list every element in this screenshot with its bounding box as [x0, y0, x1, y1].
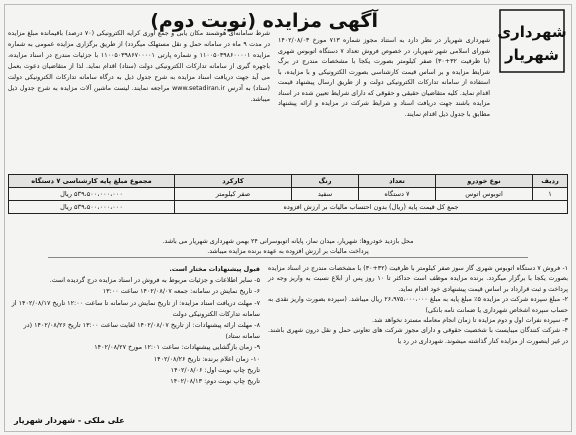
note-line: محل بازدید خودروها: شهریار، میدان نماز، پایانه اتوبوسرانی ۲۴ بهمن شهرداری شهریار می باشد. — [162, 238, 414, 245]
intro-left — [8, 28, 270, 105]
note-line: پرداخت مالیات بر ارزش افزوده به عهده برنده مزایده میباشد. — [207, 248, 369, 255]
intro-right-text: شهرداری شهریار در نظر دارد به استناد مجوز شماره ۷۱۳ مورخ ۱۴۰۲/۰۸/۰۳ شورای اسلامی شهر شهریار، در خصوص فروش تعداد ۷ دستگاه اتوبوس شهری (با ظرفیت ۳۲+۳۰) صفر کیلومتر بصورت یکجا با مشخصات مندرج در برگ شرایط مزایده و بر اساس قیمت کارشناسی بصورت الکترونیکی و با مزایده، با استفاده از سامانه تدارکات الکترونیکی دولت و از طریق ارسال پیشنهاد قیمت اقدام نماید. کلیه متقاضیان حقیقی و حقوقی که دارای شرایط تعیین شده در اسناد مزایده باشند جهت دریافت اسناد و شرایط شرکت در مزایده و ارائه پیشنهاد مطابق با جدول ذیل اقدام نمایند. — [278, 37, 490, 118]
visit-note — [48, 237, 528, 258]
header-base-price: مجموع مبلغ پایه کارشناسی ۷ دستگاه — [9, 175, 175, 188]
header-usage: کارکرد — [175, 175, 292, 188]
condition-item: ۹- زمان بازگشایی پیشنهادات: ساعت ۱۲:۰۱ مورخ ۱۴۰۲/۰۸/۲۷ — [94, 343, 260, 352]
cell-base-price: ۵۳۹،۵۰۰،۰۰۰،۰۰۰ ریال — [9, 188, 175, 201]
signature: علی ملکی - شهردار شهریار — [14, 416, 125, 425]
condition-item: ۷- مهلت دریافت اسناد مزایده: از تاریخ نمایش در سامانه تا ساعت ۱۲:۰۰ تاریخ ۱۴۰۲/۰۸/۱۷ از سامانه تدارکات الکترونیکی دولت — [11, 298, 260, 318]
sum-label: جمع کل قیمت پایه (ریال) بدون احتساب مالیات بر ارزش افزوده — [175, 201, 568, 214]
condition-item: ۱۰- زمان اعلام برنده: تاریخ ۱۴۰۲/۰۸/۲۶ — [153, 354, 260, 363]
header-count: تعداد — [359, 175, 436, 188]
conditions-left — [8, 264, 260, 387]
conditions-left-header: قبول پیشنهادات مختار است. — [169, 265, 260, 273]
condition-item: ۵- سایر اطلاعات و جزئیات مربوط به فروش در اسناد مزایده درج گردیده است. — [49, 276, 260, 285]
condition-item: ۶- تاریخ نمایش در سامانه: جمعه ۱۴۰۲/۰۸/۰۷ ساعت ۱۳:۰۰ — [102, 287, 260, 296]
page-title: آگهی مزایده (نوبت دوم) — [150, 10, 378, 32]
cell-usage: صفر کیلومتر — [175, 188, 292, 201]
table-header-row — [9, 175, 568, 188]
print-date-1: تاریخ چاپ نوبت اول: ۱۴۰۲/۰۸/۰۶ — [170, 365, 260, 374]
table-sum-row — [9, 201, 568, 214]
header-row-no: ردیف — [533, 175, 568, 188]
cell-row-no: ۱ — [533, 188, 568, 201]
header-vehicle-type: نوع خودرو — [436, 175, 533, 188]
condition-item: ۲- مبلغ سپرده شرکت در مزایده ۵٪ مبلغ پایه به مبلغ ۲۶،۹۷۵،۰۰۰،۰۰۰ ریال میباشد. (سپرده بصورت واریز نقدی به حساب سپرده اشخاص شهرداری یا ضمانت نامه بانکی) — [268, 296, 568, 314]
print-date-2: تاریخ چاپ نوبت دوم: ۱۴۰۲/۰۸/۱۳ — [170, 377, 260, 386]
condition-item: ۸- مهلت ارائه پیشنهادات: از تاریخ ۱۴۰۲/۰۸/۰۷ لغایت ساعت ۱۳:۰۰ تاریخ ۱۴۰۲/۰۸/۲۶ (در سامانه ستاد) — [23, 321, 260, 341]
svg-text:شهریار: شهریار — [505, 46, 559, 64]
sum-value: ۵۳۹،۵۰۰،۰۰۰،۰۰۰ ریال — [9, 201, 175, 214]
conditions-right — [268, 264, 568, 347]
intro-left-text: شرط سامانه‌ای هوشمند مکان یابی و جمع آوری کرایه الکترونیکی (۷۰ درصد) باقیمانده مبلغ مزایده در مدت ۹ ماه در سامانه حمل و نقل مستهلک میگردد) از طریق برگزاری مزایده عمومی به شماره مزایده ۱۱۰۰۵۰۳۹۸۶۰۰۰۰۱ و شماره پارتی ۱۱۰۰۵۰۳۹۸۶۷۰۰۰۰۱ با جزئیات مندرج در اسناد مزایده، باجهره گیری از سامانه تدارکات الکترونیکی دولت (ستاد) اقدام نماید. لذا از متقاضیان دعوت بعمل می آید جهت دریافت اسناد مزایده به شرح جدول ذیل به درگاه سامانه تدارکات الکترونیکی دولت (ستاد) به آدرس www.setadiran.ir مراجعه نمایند. لیست ماشین آلات مزایده به شرح جدول ذیل میباشد. — [8, 30, 270, 103]
condition-item: ۱- فروش ۷ دستگاه اتوبوس شهری گاز سوز صفر کیلومتر با ظرفیت (۳۲+۳۰) با مشخصات مندرج در اسناد مزایده بصورت یکجا با برگزار میگردد. برنده مزایده موظف است حداکثر تا ۱۰ روز پس از ابلاغ نسبت به واریز وجه در پرداخت و ثبت قرارداد بر اساس قیمت پیشنهادی خود اقدام نماید. — [268, 265, 568, 293]
svg-text:شهرداری: شهرداری — [497, 23, 567, 41]
cell-count: ۷ دستگاه — [359, 188, 436, 201]
condition-item: ۳- سپرده نفرات اول و دوم مزایده تا زمان انجام معامله مسترد نخواهد شد. — [371, 317, 568, 325]
header-color: رنگ — [292, 175, 359, 188]
condition-item: ۴- شرکت کنندگان میبایست با شخصیت حقوقی و دارای مجوز شرکت های تعاونی حمل و نقل درون شهری باشند. در غیر اینصورت از مزایده کنار گذاشته میشوند. شهرداری در رد یا — [268, 327, 568, 345]
auction-notice — [8, 6, 568, 429]
vehicles-table — [8, 174, 568, 214]
intro-right — [278, 37, 568, 120]
cell-color: سفید — [292, 188, 359, 201]
table-row — [9, 188, 568, 201]
cell-vehicle-type: اتوبوس اتوس — [436, 188, 533, 201]
